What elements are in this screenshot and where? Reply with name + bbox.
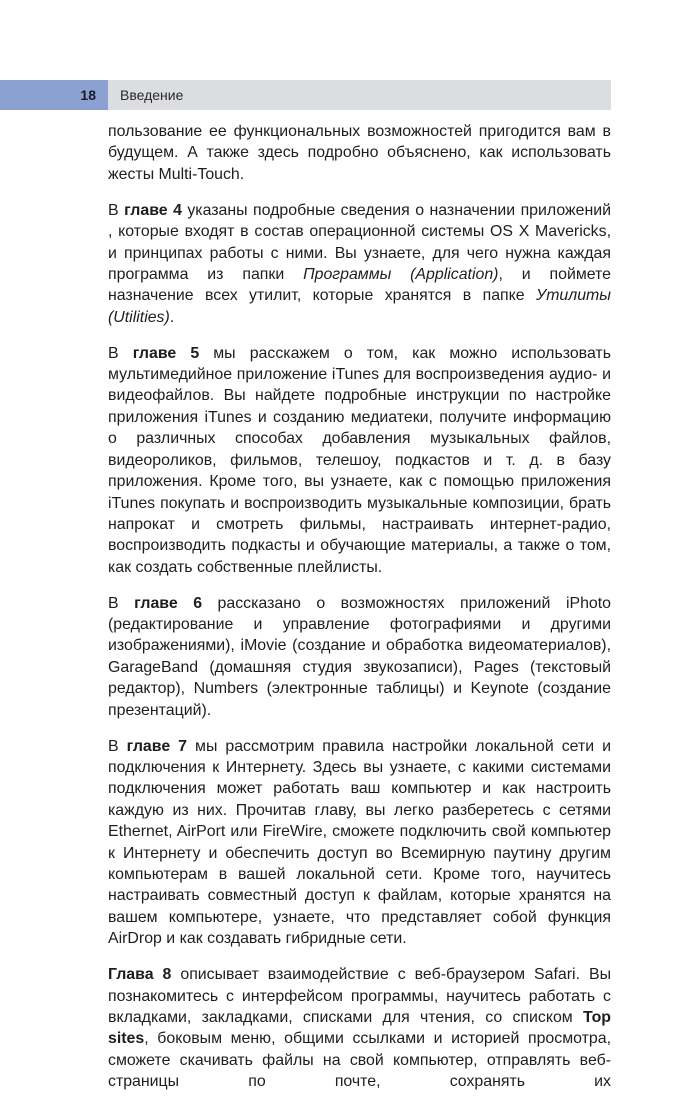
paragraph-chapter-4 [108, 200, 611, 328]
paragraph-text: мы рассмотрим правила настройки локальной сети и подключения к Интернету. Здесь вы узнаете, с какими системами подключения может работать ваш компьютер и как настроить каждую из них. Прочитав главу, вы легко разберетесь с сетями Ethernet, AirPort или FireWire, сможете подключить свой компьютер к Интернету и обеспечить доступ во Всемирную паутину другим компьютерам в вашей локальной сети. Кроме того, научитесь настраивать совместный доступ к файлам, которые хранятся на вашем компьютере, узнаете, что представляет собой функция AirDrop и как создавать гибридные сети. [108, 737, 611, 948]
chapter-reference: главе 6 [134, 594, 203, 612]
paragraph-chapter-6 [108, 593, 611, 721]
top-sites-term: Top sites [108, 1008, 611, 1048]
chapter-reference: главе 4 [124, 201, 182, 219]
paragraph-text: указаны подробные сведения о назначении приложений , которые входят в состав операционной системы OS X Mavericks, и принципах работы с ними. Вы узнаете, для чего нужна каждая программа из папки [108, 201, 611, 283]
page-number: 18 [80, 87, 96, 103]
paragraph-text: пользование ее функциональных возможностей пригодится вам в будущем. А также здесь подробно объяснено, как использовать жесты Multi-Touch. [108, 123, 611, 183]
paragraph-chapter-8 [108, 964, 611, 1092]
chapter-reference: главе 7 [126, 737, 188, 755]
paragraph-text: , и поймете назначение всех утилит, которые хранятся в папке [108, 265, 611, 305]
paragraph-text: рассказано о возможностях приложений iPhoto (редактирование и управление фотографиями и другими изображениями), iMovie (создание и обработка видеоматериалов), GarageBand (домашняя студия звукозаписи), Pages (текстовый редактор), Numbers (электронные таблицы) и Keynote (создание презентаций). [108, 594, 611, 719]
page-number-box [0, 80, 108, 110]
folder-name-italic: Утилиты (Utilities) [108, 287, 611, 326]
chapter-reference: главе 5 [132, 344, 200, 362]
paragraph-chapter-7 [108, 736, 611, 950]
paragraph-lead: В [108, 201, 125, 219]
paragraph-text: , боковым меню, общими ссылками и историей просмотра, сможете скачивать файлы на свой компьютер, отправлять веб-страницы по почте, сохранять их [108, 1030, 611, 1091]
paragraph-lead: В [108, 594, 135, 612]
folder-name-italic: Программы (Application) [303, 265, 499, 283]
paragraph-text: описывает взаимодействие с веб-браузером Safari. Вы познакомитесь с интерфейсом программы, научитесь работать с вкладками, закладками, списками для чтения, со списком [108, 966, 611, 1026]
paragraph-lead: В [108, 737, 127, 755]
paragraph-text: . [169, 308, 175, 326]
running-head: Введение [120, 87, 184, 103]
paragraph-text: мы расскажем о том, как можно использовать мультимедийное приложение iTunes для воспроизведения аудио- и видеофайлов. Вы найдете подробные инструкции по настройке приложения iTunes и созданию медиатеки, получите информацию о различных способах добавления музыкальных файлов, видеороликов, фильмов, телешоу, подкастов и т. д. в базу приложения. Кроме того, вы узнаете, как с помощью приложения iTunes покупать и воспроизводить музыкальные композиции, брать напрокат и смотреть фильмы, настраивать интернет-радио, воспроизводить подкасты и обучающие материалы, а также о том, как создать собственные плейлисты. [108, 344, 611, 576]
paragraph-lead: В [108, 344, 133, 362]
paragraph-chapter-3-continued [108, 121, 611, 185]
body-text [108, 121, 611, 1107]
chapter-reference: Глава 8 [108, 966, 172, 984]
paragraph-chapter-5 [108, 343, 611, 578]
page-header [0, 80, 611, 110]
